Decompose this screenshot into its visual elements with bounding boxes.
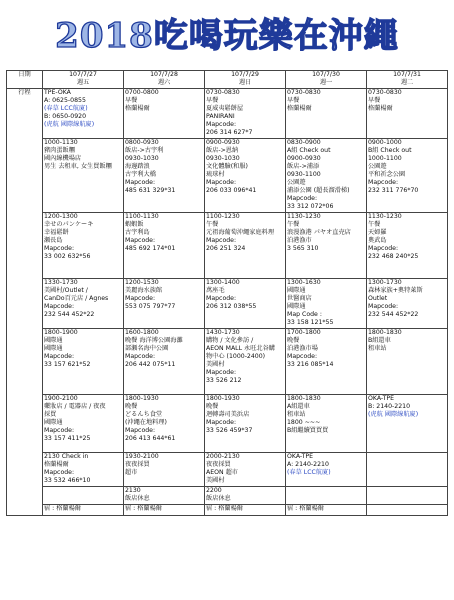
cell-line: 夜夜採買 <box>206 460 231 468</box>
schedule-cell <box>367 394 448 452</box>
cell-line: OKA-TPE <box>368 394 394 402</box>
day-date: 107/7/30 <box>312 71 340 78</box>
header-row <box>7 71 448 89</box>
cell-line: AEON MALL 永旺北谷購 <box>206 344 275 352</box>
cell-line: 瀬長島 <box>44 236 63 244</box>
cell-line: 浦添公園 (超長溜滑梯) <box>287 187 350 195</box>
cell-line: Mapcode: <box>125 426 156 434</box>
day-weekday: 週日 <box>238 79 252 86</box>
cell-line: 採買 <box>44 410 57 418</box>
cell-line: 206 312 038*55 <box>206 302 257 310</box>
date-header-label: 日期 <box>18 71 31 78</box>
cell-line: OKA-TPE <box>287 452 313 460</box>
table-row <box>7 138 448 212</box>
cell-line: 租車站 <box>287 410 306 418</box>
cell-line: 0930-1030 <box>206 154 240 162</box>
schedule-cell <box>205 89 286 139</box>
cell-line: 0800-0930 <box>125 138 159 146</box>
cell-line: Map Code : <box>287 310 322 318</box>
cell-line: 1900-2100 <box>44 394 78 402</box>
cell-line: 藥妝店 / 電器店 / 夜夜 <box>44 402 106 410</box>
cell-line: 公園遊 <box>368 162 387 170</box>
schedule-cell <box>286 328 367 394</box>
cell-line: Mapcode: <box>44 302 75 310</box>
schedule-cell <box>43 278 124 328</box>
schedule-cell <box>43 138 124 212</box>
cell-line: 美國村/Outlet / <box>44 286 88 294</box>
day-weekday: 週二 <box>400 79 414 86</box>
cell-line: 0730-0830 <box>287 89 321 96</box>
cell-line: 2200 <box>206 486 222 494</box>
cell-line: 1330-1730 <box>44 278 78 286</box>
schedule-cell <box>286 212 367 278</box>
cell-line: 格蘭楊爾 <box>125 105 150 113</box>
cell-line: (春草 LCC航廈) <box>287 468 331 476</box>
cell-line: 天婦羅 <box>368 228 387 236</box>
cell-line: 1130-1230 <box>287 212 321 220</box>
cell-line: 國際通 <box>287 302 306 310</box>
page-title: 2018吃喝玩樂在沖繩 <box>55 16 399 56</box>
cell-line: 0900-0930 <box>206 138 240 146</box>
cell-line: 午餐 <box>206 220 219 228</box>
cell-line: 1800-1930 <box>206 394 240 402</box>
cell-line: 1800-1900 <box>44 328 78 336</box>
table-row <box>7 394 448 452</box>
cell-line: 553 075 797*77 <box>125 302 176 310</box>
schedule-cell <box>43 394 124 452</box>
cell-line: 萬座毛 <box>206 286 225 294</box>
cell-line: 1430-1730 <box>206 328 240 336</box>
day-header-3 <box>286 71 367 89</box>
table-row <box>7 89 448 139</box>
cell-line: A: 2140-2210 <box>287 460 329 468</box>
row-label-cell <box>7 89 43 516</box>
cell-line: 海邊踏浪 <box>125 162 150 170</box>
day-header-4 <box>367 71 448 89</box>
cell-line: 2130 <box>125 486 141 494</box>
schedule-cell <box>367 212 448 278</box>
cell-line: 晚餐 <box>125 402 138 410</box>
cell-line: 宿 : 格蘭楊爾 <box>125 504 162 512</box>
schedule-cell <box>124 138 205 212</box>
cell-line: 晚餐 <box>206 402 219 410</box>
cell-line: 1600-1800 <box>125 328 159 336</box>
cell-line: 232 544 452*22 <box>44 310 95 318</box>
cell-line: 飯店休息 <box>206 494 231 502</box>
schedule-cell <box>205 504 286 515</box>
cell-line: PANIRANI <box>206 113 235 121</box>
schedule-cell <box>43 452 124 486</box>
cell-line: Mapcode: <box>125 179 156 187</box>
cell-line: 幸福鬆餅 <box>44 228 69 236</box>
cell-line: 33 158 121*55 <box>287 319 334 327</box>
cell-line: 飯店->浦添 <box>287 162 320 170</box>
cell-line: (沖繩在地料理) <box>125 418 167 426</box>
schedule-cell <box>124 452 205 486</box>
cell-line: 宿 : 格蘭楊爾 <box>206 504 243 512</box>
cell-line: 1800-1930 <box>125 394 159 402</box>
schedule-cell <box>367 278 448 328</box>
date-column-header <box>7 71 43 89</box>
cell-line: 夜夜採買 <box>125 460 150 468</box>
cell-line: Mapcode: <box>368 244 399 252</box>
schedule-cell <box>205 452 286 486</box>
schedule-cell <box>205 486 286 504</box>
schedule-cell <box>286 138 367 212</box>
cell-line: 文化體驗(和服) <box>206 162 248 170</box>
cell-line: 幸せのパンケーキ <box>44 220 94 228</box>
cell-line: CanDo百元店 / Agnes <box>44 294 109 302</box>
schedule-cell <box>43 89 124 139</box>
cell-line: 1200-1300 <box>44 212 78 220</box>
cell-line: A組還車 <box>287 402 310 410</box>
cell-line: 古宇利島 <box>125 228 150 236</box>
cell-line: 0900-0930 <box>287 154 321 162</box>
cell-line: Mapcode: <box>287 195 318 203</box>
cell-line: A組 Check out <box>287 146 331 154</box>
table-row <box>7 278 448 328</box>
cell-line: TPE-OKA <box>44 89 71 96</box>
cell-line: 232 468 240*25 <box>368 253 419 261</box>
cell-line: 豬肉蛋飯糰 <box>44 146 75 154</box>
schedule-cell <box>124 212 205 278</box>
cell-line: 格蘭楊爾 <box>287 105 312 113</box>
cell-line: Mapcode: <box>287 352 318 360</box>
cell-line: 232 544 452*22 <box>368 310 419 318</box>
schedule-cell <box>286 278 367 328</box>
table-row <box>7 504 448 515</box>
cell-line: 租車站 <box>368 344 387 352</box>
cell-line: 蝦蝦飯 <box>125 220 144 228</box>
schedule-cell <box>124 278 205 328</box>
table-row <box>7 452 448 486</box>
cell-line: 格蘭楊爾 <box>44 460 69 468</box>
cell-line: 1800-1830 <box>287 394 321 402</box>
cell-line: 2130 Check in <box>44 452 89 460</box>
cell-line: Mapcode: <box>125 294 156 302</box>
cell-line: 飯店休息 <box>125 494 150 502</box>
cell-line: 飯店->古宇利 <box>125 146 164 154</box>
schedule-cell <box>367 504 448 515</box>
day-weekday: 週六 <box>157 79 171 86</box>
title-svg <box>0 0 454 62</box>
cell-line: (虎航 國際線航廈) <box>44 121 95 129</box>
cell-line: 1800 ~~~ <box>287 418 321 426</box>
cell-line: 飯店->恩納 <box>206 146 239 154</box>
cell-line: Mapcode: <box>125 236 156 244</box>
day-weekday: 週一 <box>319 79 333 86</box>
schedule-cell <box>43 486 124 504</box>
schedule-cell <box>124 328 205 394</box>
cell-line: 購物 / 文化參訪 / <box>206 336 254 344</box>
cell-line: Mapcode: <box>206 294 237 302</box>
cell-line: 1800-1830 <box>368 328 402 336</box>
schedule-cell <box>367 452 448 486</box>
cell-line: 1200-1530 <box>125 278 159 286</box>
cell-line: B組 Check out <box>368 146 412 154</box>
cell-line: Mapcode: <box>206 418 237 426</box>
cell-line: 0730-0830 <box>368 89 402 96</box>
cell-line: Mapcode: <box>206 369 237 377</box>
cell-line: 物中心 (1000-2400) <box>206 352 266 360</box>
cell-line: 0730-0830 <box>206 89 240 96</box>
cell-line: 平和祈念公園 <box>368 170 406 178</box>
cell-line: (虎航 國際線航廈) <box>368 410 419 418</box>
cell-line: 33 216 085*14 <box>287 360 334 368</box>
cell-line: 浪漫漁港 パヤオ直売店 <box>287 228 351 236</box>
cell-line: B組繼續買買買 <box>287 426 329 434</box>
cell-line: どるんち食堂 <box>125 410 163 418</box>
schedule-cell <box>124 486 205 504</box>
schedule-cell <box>367 486 448 504</box>
schedule-cell <box>286 486 367 504</box>
cell-line: 世醫商店 <box>287 294 312 302</box>
cell-line: 3 565 310 <box>287 244 319 252</box>
cell-line: 國際通 <box>287 286 306 294</box>
day-date: 107/7/31 <box>393 71 421 78</box>
schedule-cell <box>43 328 124 394</box>
cell-line: 0930-1100 <box>287 170 321 178</box>
cell-line: 部瀬名海中公園 <box>125 344 169 352</box>
schedule-cell <box>124 504 205 515</box>
cell-line: 2000-2130 <box>206 452 240 460</box>
cell-line: Mapcode: <box>44 352 75 360</box>
cell-line: 33 526 212 <box>206 377 242 385</box>
cell-line: 1100-1130 <box>125 212 159 220</box>
cell-line: 美麗海水族館 <box>125 286 163 294</box>
cell-line: Mapcode: <box>44 468 75 476</box>
cell-line: 晚餐 <box>287 336 300 344</box>
cell-line: 206 413 644*61 <box>125 435 176 443</box>
cell-line: 古宇利大橋 <box>125 170 156 178</box>
cell-line: 奧武島 <box>368 236 387 244</box>
cell-line: 迴轉壽司美浜店 <box>206 410 250 418</box>
cell-line: 夏威夷鬆餅屋 <box>206 105 244 113</box>
cell-line: 宿 : 格蘭楊爾 <box>44 504 81 512</box>
cell-line: 1930-2100 <box>125 452 159 460</box>
cell-line: AEON 超市 <box>206 468 238 476</box>
day-header-0 <box>43 71 124 89</box>
schedule-cell <box>286 452 367 486</box>
cell-line: 0700-0800 <box>125 89 159 96</box>
schedule-cell <box>205 328 286 394</box>
cell-line: 33 526 459*37 <box>206 426 253 434</box>
schedule-cell <box>205 212 286 278</box>
cell-line: 206 033 096*41 <box>206 187 257 195</box>
cell-line: Mapcode: <box>44 244 75 252</box>
cell-line: 公園遊 <box>287 179 306 187</box>
schedule-cell <box>124 89 205 139</box>
row-label: 行程 <box>18 89 31 96</box>
schedule-cell <box>286 394 367 452</box>
schedule-cell <box>124 394 205 452</box>
cell-line: Mapcode: <box>206 121 237 129</box>
cell-line: 國際通 <box>44 418 63 426</box>
schedule-cell <box>43 504 124 515</box>
schedule-cell <box>367 89 448 139</box>
day-header-1 <box>124 71 205 89</box>
schedule-cell <box>367 138 448 212</box>
cell-line: 超市 <box>125 468 138 476</box>
cell-line: 午餐 <box>368 220 381 228</box>
cell-line: 早餐 <box>287 97 300 105</box>
title-banner <box>0 0 454 62</box>
schedule-cell <box>286 89 367 139</box>
cell-line: 宿 : 格蘭楊爾 <box>287 504 324 512</box>
cell-line: 1300-1730 <box>368 278 402 286</box>
cell-line: 1700-1800 <box>287 328 321 336</box>
cell-line: Mapcode: <box>368 179 399 187</box>
cell-line: 33 532 466*10 <box>44 476 91 484</box>
cell-line: 泊港漁市場 <box>287 344 318 352</box>
cell-line: B組還車 <box>368 336 391 344</box>
cell-line: 1100-1230 <box>206 212 240 220</box>
cell-line: 森林家族+奧特萊斯 <box>368 286 423 294</box>
cell-line: 格蘭楊爾 <box>368 105 393 113</box>
cell-line: 232 311 776*70 <box>368 187 419 195</box>
cell-line: 0830-0900 <box>287 138 321 146</box>
schedule-cell <box>205 394 286 452</box>
day-weekday: 週五 <box>76 79 90 86</box>
cell-line: 206 251 324 <box>206 244 246 252</box>
cell-line: B: 2140-2210 <box>368 402 411 410</box>
cell-line: (春草 LCC航廈) <box>44 105 88 113</box>
cell-line: 206 314 627*7 <box>206 129 253 137</box>
cell-line: 1000-1130 <box>44 138 78 146</box>
itinerary-body <box>7 89 448 516</box>
cell-line: Mapcode: <box>206 179 237 187</box>
schedule-cell <box>205 278 286 328</box>
cell-line: 早餐 <box>206 97 219 105</box>
cell-line: Mapcode: <box>206 236 237 244</box>
cell-line: 國內線機場店 <box>44 154 82 162</box>
cell-line: 早餐 <box>125 97 138 105</box>
cell-line: 美國村 <box>206 360 225 368</box>
day-date: 107/7/27 <box>69 71 97 78</box>
cell-line: Mapcode: <box>125 352 156 360</box>
day-date: 107/7/28 <box>150 71 178 78</box>
cell-line: 1000-1100 <box>368 154 402 162</box>
day-date: 107/7/29 <box>231 71 259 78</box>
cell-line: 男生 去租車, 女生買飯糰 <box>44 162 112 170</box>
schedule-cell <box>43 212 124 278</box>
cell-line: 33 157 621*52 <box>44 360 91 368</box>
cell-line: 0930-1030 <box>125 154 159 162</box>
cell-line: 33 312 072*06 <box>287 203 334 211</box>
cell-line: 國際通 <box>44 344 63 352</box>
schedule-cell <box>205 138 286 212</box>
cell-line: 元祖海葡萄沖繩家庭料理 <box>206 228 275 236</box>
cell-line: 33 157 411*25 <box>44 435 91 443</box>
table-row <box>7 328 448 394</box>
cell-line: A: 0625-0855 <box>44 97 86 105</box>
schedule-cell <box>367 328 448 394</box>
cell-line: 泊港漁市 <box>287 236 312 244</box>
cell-line: 33 002 632*56 <box>44 253 91 261</box>
cell-line: 1300-1400 <box>206 278 240 286</box>
cell-line: 晚餐 海洋博公園海灘 <box>125 336 183 344</box>
cell-line: 國際通 <box>44 336 63 344</box>
cell-line: 午餐 <box>287 220 300 228</box>
cell-line: 485 692 174*01 <box>125 244 176 252</box>
cell-line: B: 0650-0920 <box>44 113 87 121</box>
cell-line: 琉球村 <box>206 170 225 178</box>
cell-line: 美國村 <box>206 476 225 484</box>
schedule-cell <box>286 504 367 515</box>
table-row <box>7 486 448 504</box>
cell-line: Mapcode: <box>44 426 75 434</box>
cell-line: 1300-1630 <box>287 278 321 286</box>
cell-line: 206 442 075*11 <box>125 360 176 368</box>
itinerary-table <box>6 70 448 516</box>
cell-line: 485 631 329*31 <box>125 187 176 195</box>
cell-line: 0900-1000 <box>368 138 402 146</box>
day-header-2 <box>205 71 286 89</box>
table-row <box>7 212 448 278</box>
cell-line: Outlet <box>368 294 388 302</box>
cell-line: 1130-1230 <box>368 212 402 220</box>
cell-line: Mapcode: <box>368 302 399 310</box>
cell-line: 早餐 <box>368 97 381 105</box>
